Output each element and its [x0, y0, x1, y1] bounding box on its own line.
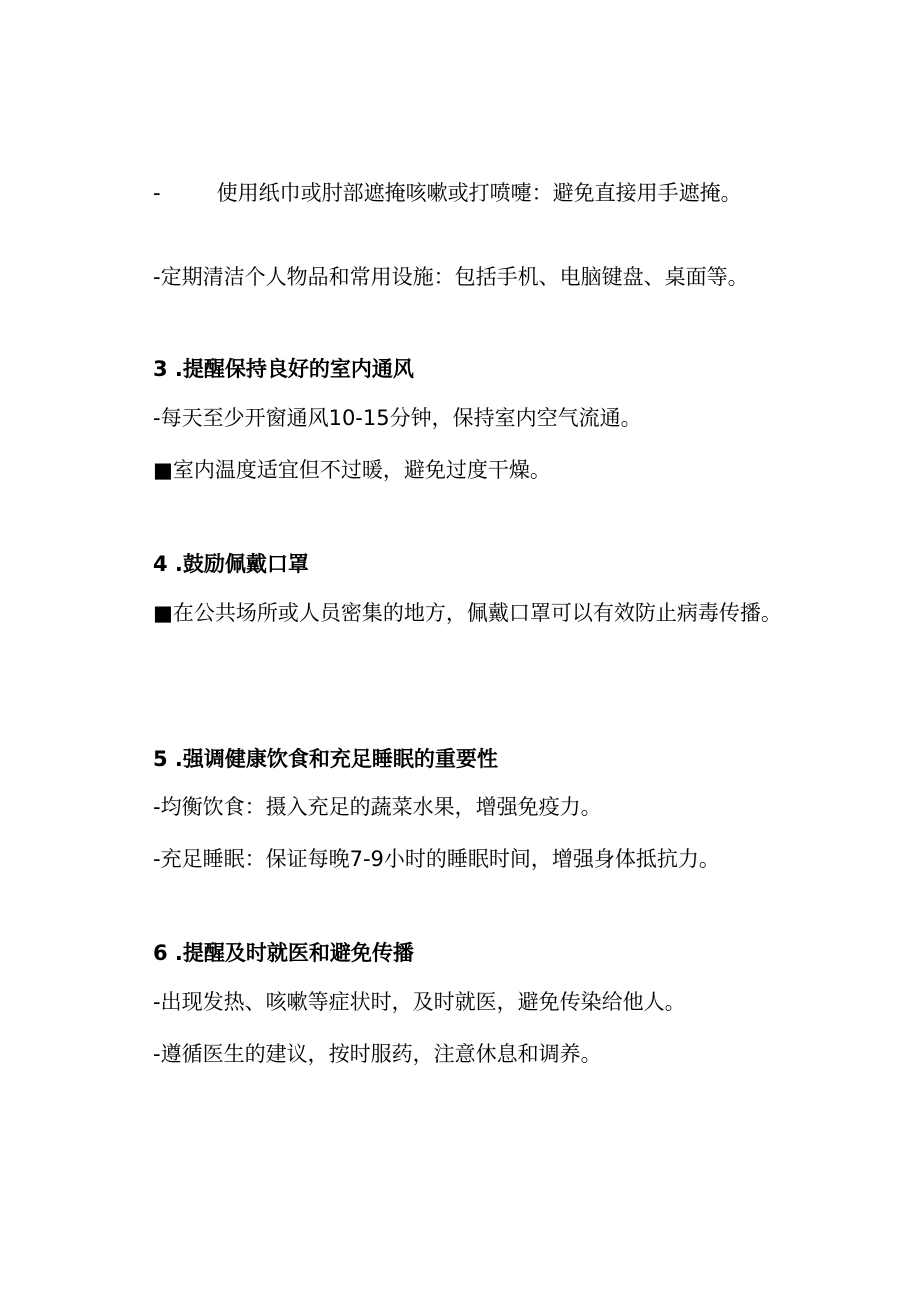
bullet-see-doctor: -出现发热、咳嗽等症状时，及时就医，避免传染给他人。	[153, 990, 686, 1014]
bullet-sleep: -充足睡眠：保证每晚7-9小时的睡眠时间，增强身体抵抗力。	[153, 847, 720, 871]
bullet-cover-cough	[153, 178, 742, 208]
dash-marker: -	[153, 181, 161, 205]
section-heading-6: 6 .提醒及时就医和避免传播	[153, 941, 414, 965]
bullet-clean-items: -定期清洁个人物品和常用设施：包括手机、电脑键盘、桌面等。	[153, 265, 749, 289]
section-heading-3: 3 .提醒保持良好的室内通风	[153, 357, 414, 381]
bullet-text: 使用纸巾或肘部遮掩咳嗽或打喷嚏：避免直接用手遮掩。	[216, 181, 742, 205]
bullet-follow-advice: -遵循医生的建议，按时服药，注意休息和调养。	[153, 1042, 602, 1066]
section-heading-4: 4 .鼓励佩戴口罩	[153, 552, 309, 576]
section-heading-5: 5 .强调健康饮食和充足睡眠的重要性	[153, 747, 498, 771]
bullet-temperature: ■室内温度适宜但不过暖，避免过度干燥。	[153, 458, 551, 482]
bullet-diet: -均衡饮食：摄入充足的蔬菜水果，增强免疫力。	[153, 795, 602, 819]
bullet-mask: ■在公共场所或人员密集的地方，佩戴口罩可以有效防止病毒传播。	[153, 601, 782, 625]
bullet-ventilation: -每天至少开窗通风10-15分钟，保持室内空气流通。	[153, 406, 642, 430]
